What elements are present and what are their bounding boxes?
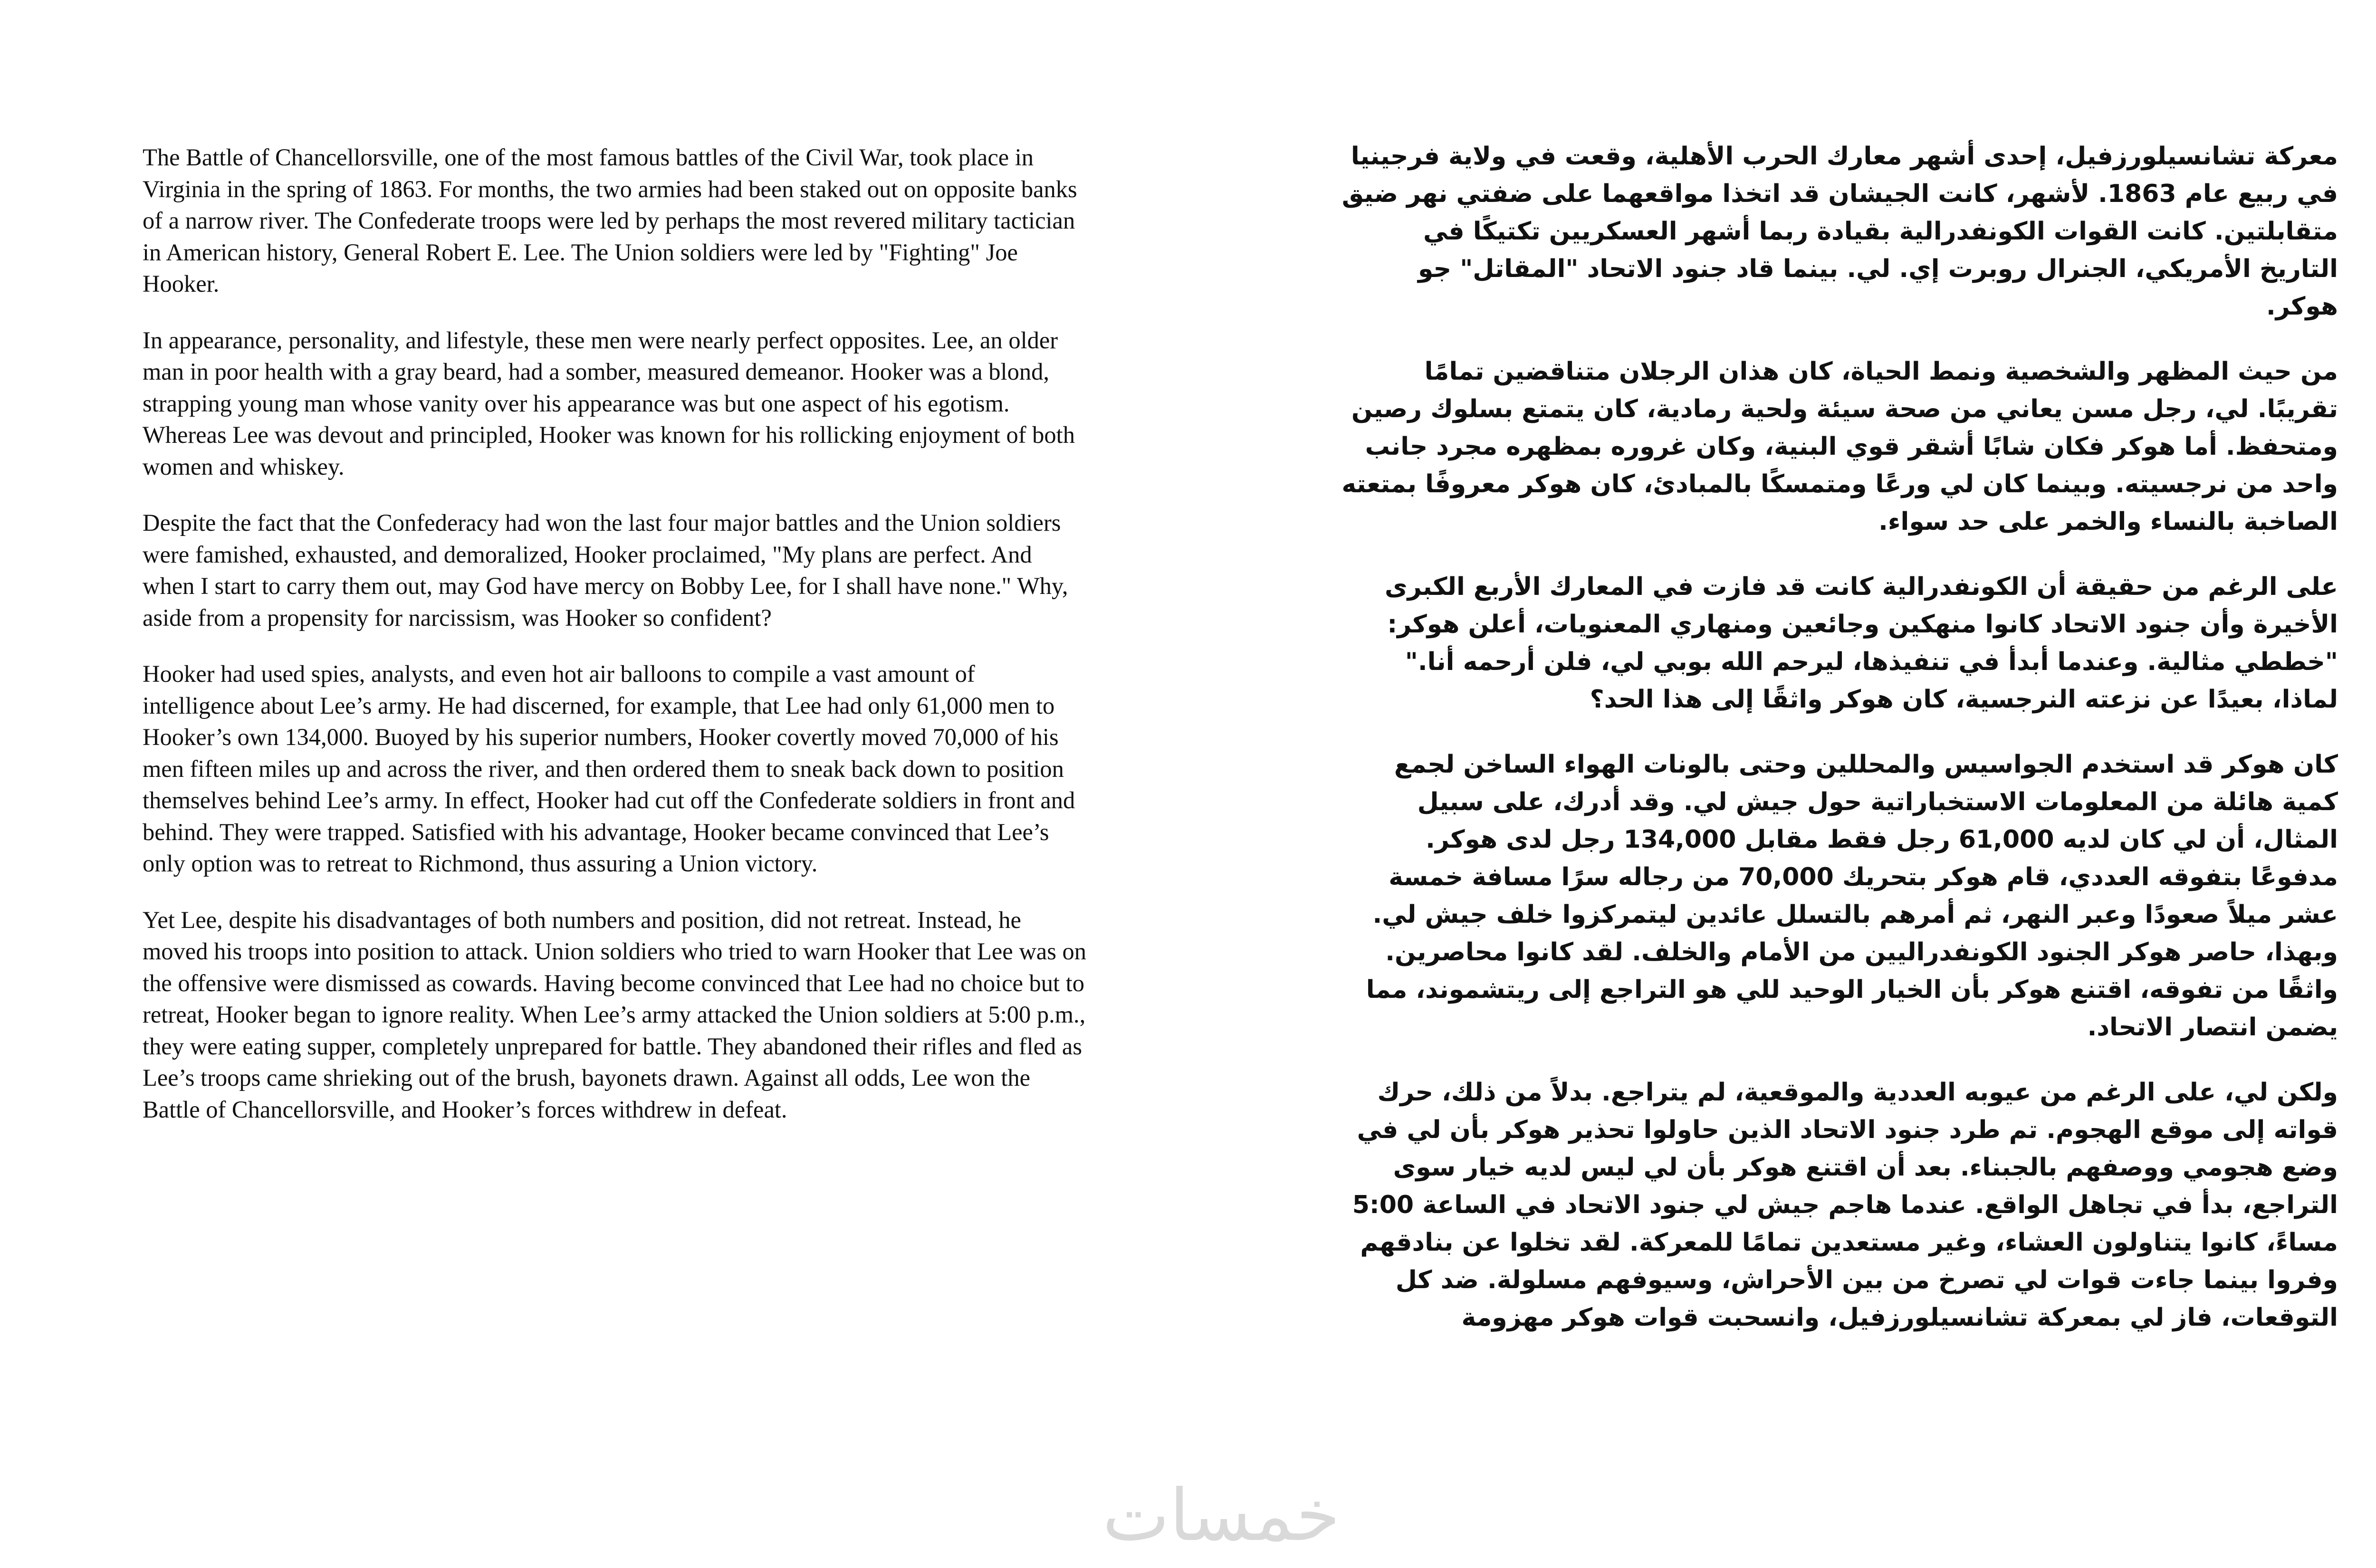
- khamsat-watermark-logo: خمسات: [1102, 1474, 1341, 1557]
- english-column: [143, 142, 1088, 1150]
- arabic-column: [1340, 138, 2338, 1364]
- arabic-paragraph-1: معركة تشانسيلورزفيل، إحدى أشهر معارك الحرب الأهلية، وقعت في ولاية فرجينيا في ربيع عام 1863. لأشهر، كانت الجيشان قد اتخذا مواقعهما على ضفتي نهر ضيق متقابلتين. كانت القوات الكونفدرالية بقيادة ربما أشهر العسكريين تكتيكًا في التاريخ الأمريكي، الجنرال روبرت إي. لي. بينما قاد جنود الاتحاد "المقاتل" جو هوكر.: [1341, 142, 2338, 321]
- english-paragraph-1: The Battle of Chancellorsville, one of the most famous battles of the Civil War, took place in Virginia in the spring of 1863. For months, the two armies had been staked out on opposite banks of a narrow river. The Confederate troops were led by perhaps the most revered military tactician in American history, General Robert E. Lee. The Union soldiers were led by "Fighting" Joe Hooker.: [143, 144, 1077, 297]
- english-paragraph-5: Yet Lee, despite his disadvantages of both numbers and position, did not retreat. Instead, he moved his troops into position to attack. Union soldiers who tried to warn Hooker that Lee was on the offensive were dismissed as cowards. Having become convinced that Lee had no choice but to retreat, Hooker began to ignore reality. When Lee’s army attacked the Union soldiers at 5:00 p.m., they were eating supper, completely unprepared for battle. They abandoned their rifles and fled as Lee’s troops came shrieking out of the brush, bayonets drawn. Against all odds, Lee won the Battle of Chancellorsville, and Hooker’s forces withdrew in defeat.: [143, 906, 1086, 1123]
- english-paragraph-3: Despite the fact that the Confederacy had won the last four major battles and the Union soldiers were famished, exhausted, and demoralized, Hooker proclaimed, "My plans are perfect. And when I start to carry them out, may God have mercy on Bobby Lee, for I shall have none." Why, aside from a propensity for narcissism, was Hooker so confident?: [143, 509, 1068, 631]
- english-paragraph-2: In appearance, personality, and lifestyle, these men were nearly perfect opposites. Lee, an older man in poor health with a gray beard, had a somber, measured demeanor. Hooker was a blond, strapping young man whose vanity over his appearance was but one aspect of his egotism. Whereas Lee was devout and principled, Hooker was known for his rollicking enjoyment of both women and whiskey.: [143, 326, 1075, 480]
- english-paragraph-4: Hooker had used spies, analysts, and even hot air balloons to compile a vast amount of intelligence about Lee’s army. He had discerned, for example, that Lee had only 61,000 men to Hooker’s own 134,000. Buoyed by his superior numbers, Hooker covertly moved 70,000 of his men fifteen miles up and across the river, and then ordered them to sneak back down to position themselves behind Lee’s army. In effect, Hooker had cut off the Confederate soldiers in front and behind. They were trapped. Satisfied with his advantage, Hooker became convinced that Lee’s only option was to retreat to Richmond, thus assuring a Union victory.: [143, 660, 1075, 877]
- arabic-paragraph-5: ولكن لي، على الرغم من عيوبه العددية والموقعية، لم يتراجع. بدلاً من ذلك، حرك قواته إلى موقع الهجوم. تم طرد جنود الاتحاد الذين حاولوا تحذير هوكر بأن لي في وضع هجومي ووصفهم بالجبناء. بعد أن اقتنع هوكر بأن لي ليس لديه خيار سوى التراجع، بدأ في تجاهل الواقع. عندما هاجم جيش لي جنود الاتحاد في الساعة 5:00 مساءً، كانوا يتناولون العشاء، وغير مستعدين تمامًا للمعركة. لقد تخلوا عن بنادقهم وفروا بينما جاءت قوات لي تصرخ من بين الأحراش، وسيوفهم مسلولة. ضد كل التوقعات، فاز لي بمعركة تشانسيلورزفيل، وانسحبت قوات هوكر مهزومة: [1352, 1078, 2338, 1332]
- arabic-paragraph-4: كان هوكر قد استخدم الجواسيس والمحللين وحتى بالونات الهواء الساخن لجمع كمية هائلة من المعلومات الاستخباراتية حول جيش لي. وقد أدرك، على سبيل المثال، أن لي كان لديه 61,000 رجل فقط مقابل 134,000 رجل لدى هوكر. مدفوعًا بتفوقه العددي، قام هوكر بتحريك 70,000 من رجاله سرًا مسافة خمسة عشر ميلاً صعودًا وعبر النهر، ثم أمرهم بالتسلل عائدين ليتمركزوا خلف جيش لي. وبهذا، حاصر هوكر الجنود الكونفدراليين من الأمام والخلف. لقد كانوا محاصرين. واثقًا من تفوقه، اقتنع هوكر بأن الخيار الوحيد للي هو التراجع إلى ريتشموند، مما يضمن انتصار الاتحاد.: [1366, 750, 2338, 1042]
- arabic-paragraph-3: على الرغم من حقيقة أن الكونفدرالية كانت قد فازت في المعارك الأربع الكبرى الأخيرة وأن جنود الاتحاد كانوا منهكين وجائعين ومنهاري المعنويات، أعلن هوكر: "خططي مثالية. وعندما أبدأ في تنفيذها، ليرحم الله بوبي لي، فلن أرحمه أنا." لماذا، بعيدًا عن نزعته النرجسية، كان هوكر واثقًا إلى هذا الحد؟: [1385, 573, 2338, 714]
- arabic-paragraph-2: من حيث المظهر والشخصية ونمط الحياة، كان هذان الرجلان متناقضين تمامًا تقريبًا. لي، رجل مسن يعاني من صحة سيئة ولحية رمادية، كان يتمتع بسلوك رصين ومتحفظ. أما هوكر فكان شابًا أشقر قوي البنية، وكان غروره بمظهره مجرد جانب واحد من نرجسيته. وبينما كان لي ورعًا ومتمسكًا بالمبادئ، كان هوكر معروفًا بمتعته الصاخبة بالنساء والخمر على حد سواء.: [1341, 357, 2338, 536]
